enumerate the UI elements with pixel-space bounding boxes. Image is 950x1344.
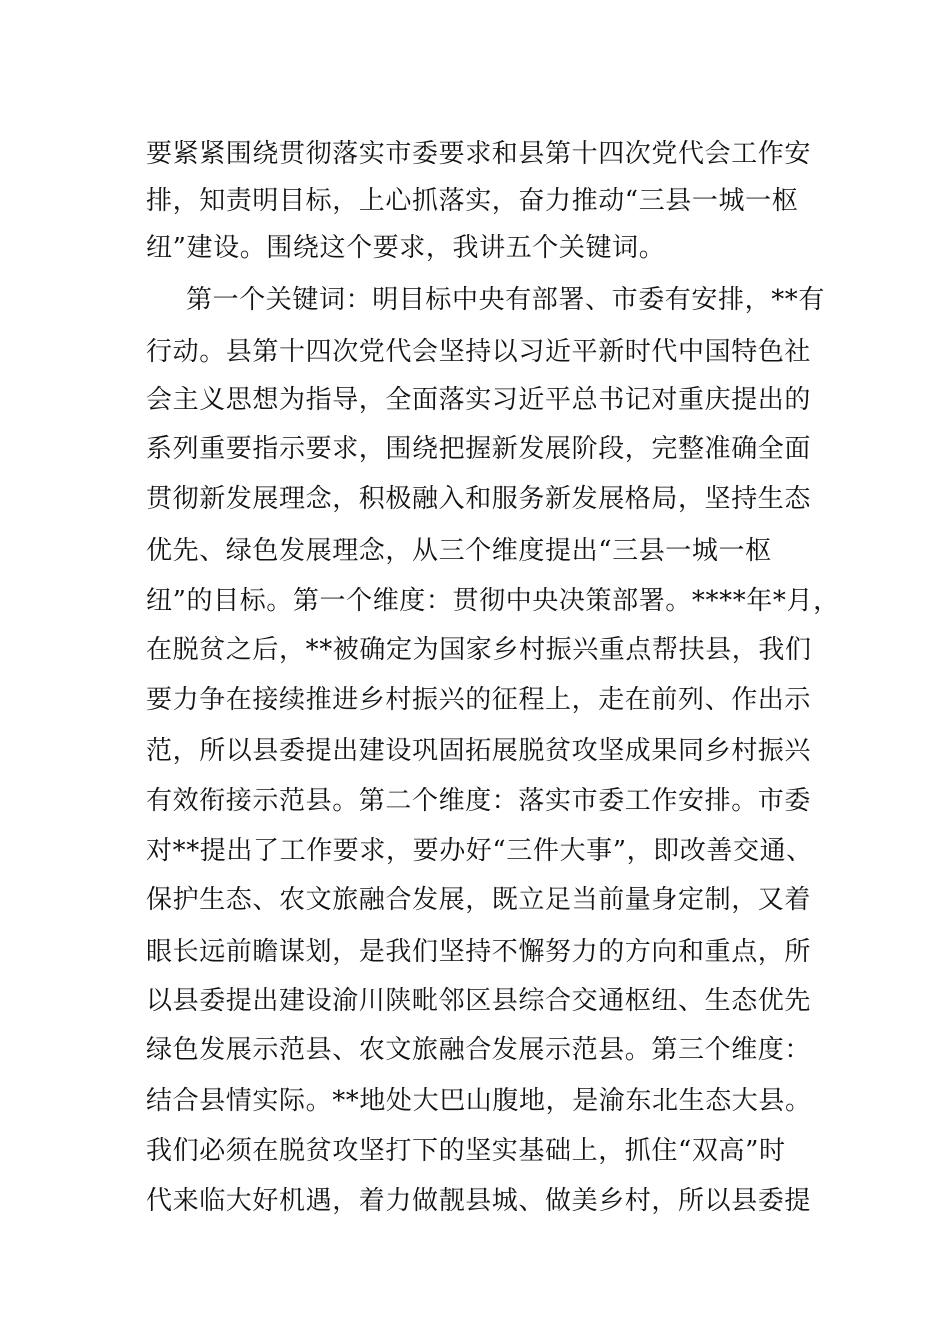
text-line: 代来临大好机遇，着力做靓县城、做美乡村，所以县委提: [146, 1186, 812, 1216]
text-line: 行动。县第十四次党代会坚持以习近平新时代中国特色社: [146, 337, 812, 367]
text-line: 纽”建设。围绕这个要求，我讲五个关键词。: [146, 233, 666, 263]
text-line: 眼长远前瞻谋划，是我们坚持不懈努力的方向和重点，所: [146, 937, 812, 967]
paragraph-first-line: 第一个关键词：明目标中央有部署、市委有安排，**有: [186, 285, 826, 315]
text-line: 纽”的目标。第一个维度：贯彻中央决策部署。****年*月，: [146, 586, 840, 616]
text-line: 结合县情实际。**地处大巴山腹地，是渝东北生态大县。: [146, 1086, 812, 1116]
text-line: 贯彻新发展理念，积极融入和服务新发展格局，坚持生态: [146, 484, 812, 514]
text-line: 要力争在接续推进乡村振兴的征程上，走在前列、作出示: [146, 685, 812, 715]
text-line: 保护生态、农文旅融合发展，既立足当前量身定制，又着: [146, 885, 812, 915]
text-line: 有效衔接示范县。第二个维度：落实市委工作安排。市委: [146, 786, 812, 816]
text-line: 优先、绿色发展理念，从三个维度提出“三县一城一枢: [146, 536, 772, 566]
text-line: 在脱贫之后，**被确定为国家乡村振兴重点帮扶县，我们: [146, 635, 812, 665]
text-line: 要紧紧围绕贯彻落实市委要求和县第十四次党代会工作安: [146, 139, 812, 169]
text-line: 会主义思想为指导，全面落实习近平总书记对重庆提出的: [146, 385, 812, 415]
text-line: 对**提出了工作要求，要办好“三件大事”，即改善交通、: [146, 836, 813, 866]
text-line: 系列重要指示要求，围绕把握新发展阶段，完整准确全面: [146, 434, 812, 464]
text-line: 以县委提出建设渝川陕毗邻区县综合交通枢纽、生态优先: [146, 986, 812, 1016]
text-line: 范，所以县委提出建设巩固拓展脱贫攻坚成果同乡村振兴: [146, 736, 812, 766]
text-line: 我们必须在脱贫攻坚打下的坚实基础上，抓住“双高”时: [146, 1136, 786, 1166]
text-line: 排，知责明目标，上心抓落实，奋力推动“三县一城一枢: [146, 186, 799, 216]
text-line: 绿色发展示范县、农文旅融合发展示范县。第三个维度：: [146, 1035, 812, 1065]
